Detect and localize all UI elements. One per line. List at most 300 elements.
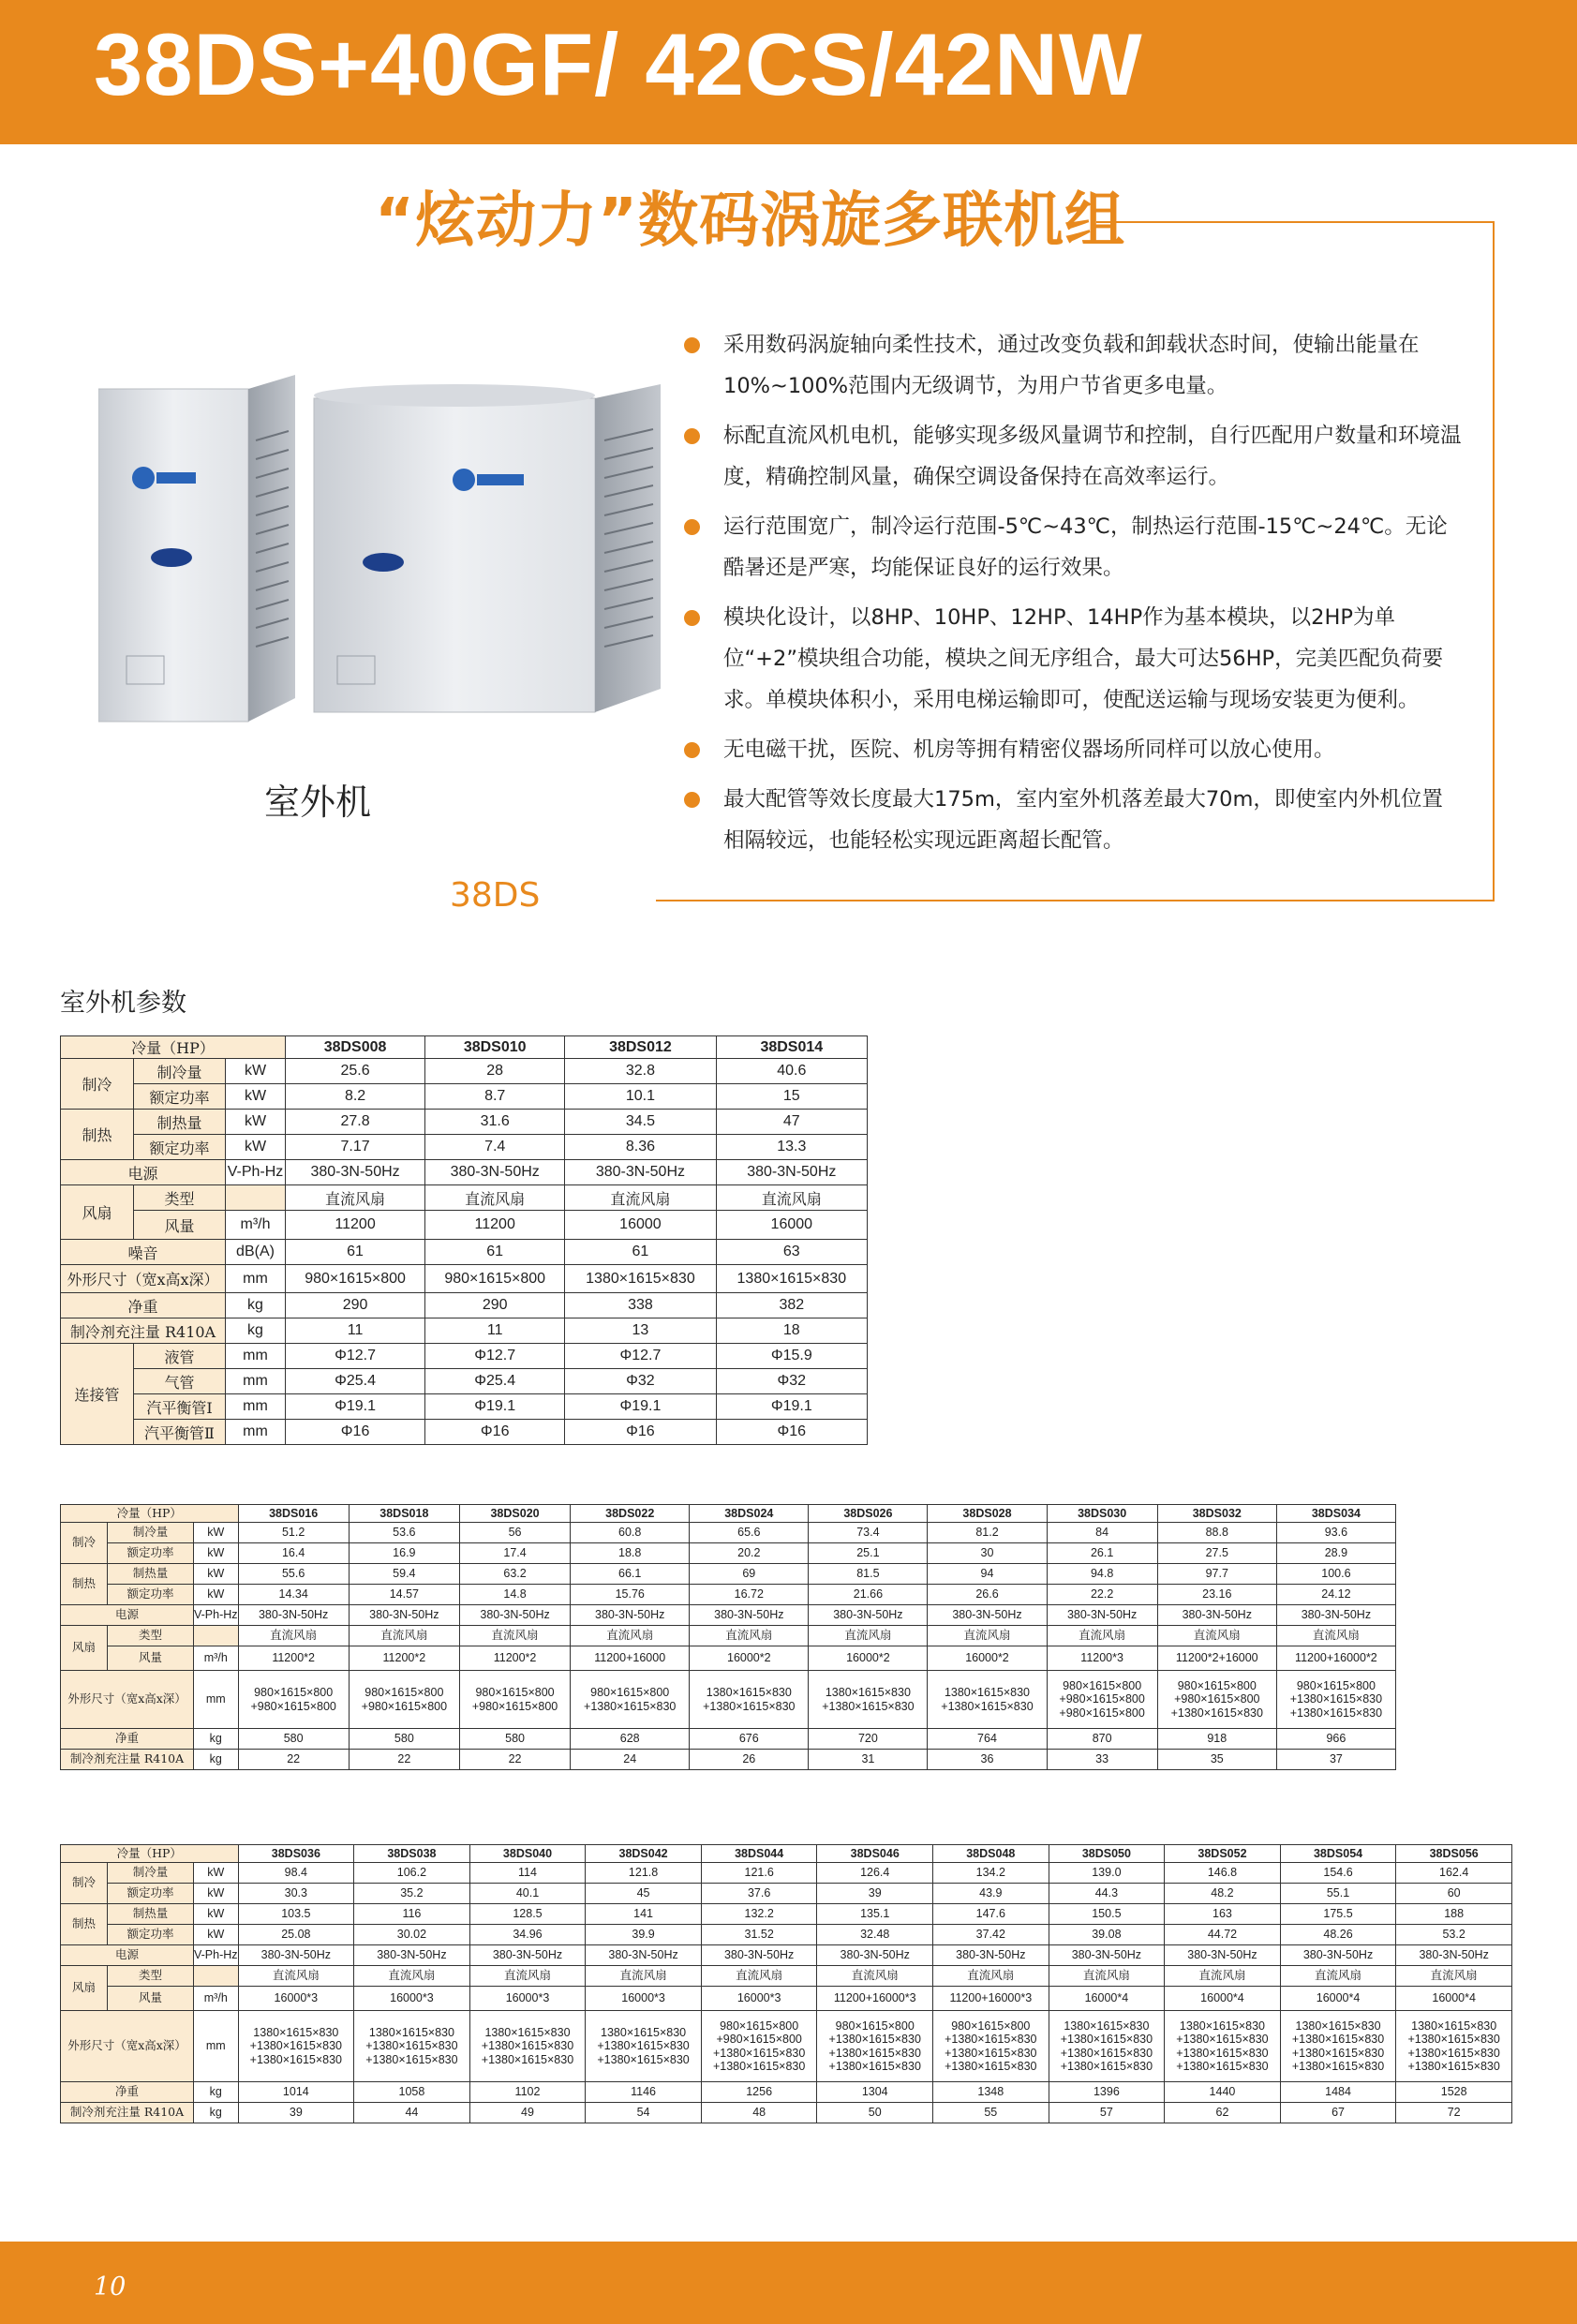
table-row [61,1420,868,1445]
data-cell: 14.57 [349,1585,459,1605]
data-cell-line: +1380×1615×830 [1291,2033,1385,2047]
product-model-label: 38DS [450,876,541,915]
table-row [61,1211,868,1240]
data-cell [571,1671,690,1729]
data-cell-line: 980×1615×800 [475,1686,555,1700]
table-row [61,1369,868,1394]
table-row [61,2103,1512,2123]
unit-cell: kW [194,1863,239,1884]
airflow-label: 风量 [108,1646,194,1671]
data-cell: Φ25.4 [425,1369,565,1394]
data-cell: 53.6 [349,1523,459,1543]
fan-type-label: 类型 [108,1966,194,1987]
data-cell-line: +1380×1615×830 [481,2052,574,2066]
data-cell: 84 [1047,1523,1157,1543]
data-cell: 1528 [1396,2082,1512,2103]
data-cell: 直流风扇 [286,1185,425,1211]
data-cell [1157,1671,1276,1729]
data-cell-line: +1380×1615×830 [712,2059,806,2073]
data-cell: 直流风扇 [1280,1966,1396,1987]
data-cell-line: +1380×1615×830 [1289,1706,1383,1720]
data-cell: 380-3N-50Hz [1396,1945,1512,1966]
data-cell-line: +1380×1615×830 [822,1699,915,1713]
data-cell: 28.9 [1276,1543,1395,1564]
unit-cell: kW [194,1523,239,1543]
data-cell: 380-3N-50Hz [349,1605,459,1626]
data-cell: 16000*2 [690,1646,809,1671]
data-cell: 直流风扇 [571,1626,690,1646]
data-cell: 720 [809,1729,928,1750]
data-cell: 28 [425,1059,565,1084]
small-outdoor-unit [98,375,295,722]
bullet-icon [684,428,700,444]
cool-cap-label: 制冷量 [108,1863,194,1884]
table-row [61,1585,1396,1605]
data-cell: 382 [716,1293,867,1318]
data-cell: 14.34 [238,1585,349,1605]
data-cell: 870 [1047,1729,1157,1750]
data-cell: 45 [586,1884,702,1904]
model-header: 38DS018 [349,1505,459,1523]
data-cell-line: +1380×1615×830 [703,1699,796,1713]
data-cell: 直流风扇 [586,1966,702,1987]
product-series-title: “炫动力”数码涡旋多联机组 [375,186,1126,256]
data-cell: 100.6 [1276,1564,1395,1585]
data-cell: 26.6 [928,1585,1047,1605]
data-cell: 17.4 [459,1543,570,1564]
data-cell-line: +1380×1615×830 [1407,2033,1500,2047]
data-cell-line: +1380×1615×830 [1176,2033,1269,2047]
data-cell: 580 [238,1729,349,1750]
rated-power-label: 额定功率 [108,1585,194,1605]
data-cell: 764 [928,1729,1047,1750]
data-cell: 30.02 [354,1925,470,1945]
data-cell: 直流风扇 [1396,1966,1512,1987]
data-cell: 直流风扇 [701,1966,817,1987]
table-row [61,1729,1396,1750]
airflow-label: 风量 [134,1211,226,1240]
data-cell: 380-3N-50Hz [1276,1605,1395,1626]
data-cell-line: 1380×1615×830 [484,2025,571,2039]
data-cell: 1014 [238,2082,354,2103]
feature-item [684,729,1462,770]
data-cell: 380-3N-50Hz [286,1160,425,1185]
data-cell: 35.2 [354,1884,470,1904]
cooling-group-label: 制冷 [61,1863,108,1904]
data-cell: 直流风扇 [933,1966,1049,1987]
data-cell: 30 [928,1543,1047,1564]
data-cell-line: 980×1615×800 [254,1686,334,1700]
data-cell: 290 [286,1293,425,1318]
table-row [61,1240,868,1265]
data-cell [459,1671,570,1729]
data-cell-line: 1380×1615×830 [825,1686,911,1700]
model-header: 38DS054 [1280,1845,1396,1863]
data-cell: 380-3N-50Hz [1280,1945,1396,1966]
data-cell: 直流风扇 [238,1626,349,1646]
rated-power-label: 额定功率 [108,1925,194,1945]
data-cell: 980×1615×800 [425,1265,565,1293]
data-cell: 25.1 [809,1543,928,1564]
product-caption: 室外机 [264,782,372,823]
table-row [61,1185,868,1211]
data-cell: Φ32 [565,1369,716,1394]
data-cell-line: +980×1615×800 [471,1699,558,1713]
liquid-pipe-label: 液管 [134,1344,226,1369]
data-cell [469,2011,586,2082]
feature-text: 采用数码涡旋轴向柔性技术，通过改变负载和卸载状态时间，使输出能量在10%~100%范围内无级调节，为用户节省更多电量。 [723,333,1420,398]
data-cell: 380-3N-50Hz [354,1945,470,1966]
data-cell: 61 [425,1240,565,1265]
unit-cell: kg [194,2082,239,2103]
data-cell-line: +1380×1615×830 [945,2059,1037,2073]
model-header: 38DS014 [716,1036,867,1059]
data-cell-line: +1380×1615×830 [1289,1692,1383,1706]
data-cell: 51.2 [238,1523,349,1543]
balance-pipe-2-label: 汽平衡管Ⅱ [134,1420,226,1445]
spec-table-medium [60,1504,1396,1770]
data-cell: 30.3 [238,1884,354,1904]
data-cell [928,1671,1047,1729]
data-cell: 1304 [817,2082,933,2103]
model-header: 38DS032 [1157,1505,1276,1523]
unit-cell: kW [226,1135,286,1160]
data-cell-line: 980×1615×800 [1296,1678,1376,1692]
data-cell: 直流风扇 [716,1185,867,1211]
data-cell-line: +1380×1615×830 [597,2039,690,2053]
data-cell: 1102 [469,2082,586,2103]
data-cell: 380-3N-50Hz [238,1945,354,1966]
refrigerant-label: 制冷剂充注量 R410A [61,1318,226,1344]
feature-frame-top [1096,221,1493,223]
data-cell: 直流风扇 [690,1626,809,1646]
data-cell: 380-3N-50Hz [701,1945,817,1966]
data-cell: 380-3N-50Hz [1165,1945,1281,1966]
data-cell: 380-3N-50Hz [817,1945,933,1966]
data-cell: 67 [1280,2103,1396,2123]
table-row [61,1987,1512,2011]
data-cell: 55 [933,2103,1049,2123]
data-cell: 141 [586,1904,702,1925]
data-cell: Φ19.1 [565,1394,716,1420]
data-cell: 直流风扇 [928,1626,1047,1646]
data-cell: 20.2 [690,1543,809,1564]
model-header: 38DS010 [425,1036,565,1059]
feature-list [684,324,1462,870]
table-row [61,1671,1396,1729]
data-cell: 37 [1276,1750,1395,1770]
data-cell [1165,2011,1281,2082]
unit-cell: mm [194,1671,239,1729]
data-cell: 48.26 [1280,1925,1396,1945]
data-cell: 23.16 [1157,1585,1276,1605]
data-cell: 直流风扇 [238,1966,354,1987]
data-cell: 39.9 [586,1925,702,1945]
data-cell-line: +980×1615×800 [1059,1706,1145,1720]
spec-table-small [60,1035,868,1445]
model-header: 38DS026 [809,1505,928,1523]
data-cell-line: 980×1615×800 [720,2019,799,2033]
data-cell: 31 [809,1750,928,1770]
fan-group-label: 风扇 [61,1966,108,2011]
data-cell [238,1671,349,1729]
data-cell: 97.7 [1157,1564,1276,1585]
table-row [61,2082,1512,2103]
unit-cell: m³/h [194,1646,239,1671]
data-cell: 49 [469,2103,586,2123]
fan-group-label: 风扇 [61,1626,108,1671]
data-cell: 22 [459,1750,570,1770]
data-cell: 24 [571,1750,690,1770]
model-header: 38DS028 [928,1505,1047,1523]
data-cell: 直流风扇 [817,1966,933,1987]
data-cell: 11200+16000*2 [1276,1646,1395,1671]
spec-table-large [60,1844,1512,2123]
data-cell-line: 1380×1615×830 [706,1686,792,1700]
table-header-row [61,1845,1512,1863]
data-cell: 32.8 [565,1059,716,1084]
bullet-icon [684,792,700,808]
data-cell-line: 1380×1615×830 [368,2025,454,2039]
data-cell: 直流风扇 [469,1966,586,1987]
data-cell: 32.48 [817,1925,933,1945]
data-cell: 15 [716,1084,867,1110]
data-cell: 94 [928,1564,1047,1585]
data-cell: 126.4 [817,1863,933,1884]
table-row [61,1318,868,1344]
table-row [61,1966,1512,1987]
data-cell-line: +980×1615×800 [361,1699,448,1713]
data-cell: 直流风扇 [809,1626,928,1646]
unit-cell: mm [226,1344,286,1369]
data-cell-line: 1380×1615×830 [253,2025,339,2039]
table-row [61,2011,1512,2082]
unit-cell: mm [194,2011,239,2082]
heating-group-label: 制热 [61,1904,108,1945]
data-cell-line: +980×1615×800 [716,2033,802,2047]
data-cell: 44.72 [1165,1925,1281,1945]
data-cell-line: 980×1615×800 [951,2019,1031,2033]
unit-cell: mm [226,1420,286,1445]
data-cell: 22 [238,1750,349,1770]
data-cell: 34.5 [565,1110,716,1135]
data-cell: 11200 [425,1211,565,1240]
data-cell: 35 [1157,1750,1276,1770]
unit-cell: dB(A) [226,1240,286,1265]
data-cell: 11200+16000*3 [933,1987,1049,2011]
data-cell: 48 [701,2103,817,2123]
data-cell: 48.2 [1165,1884,1281,1904]
data-cell-line: +1380×1615×830 [828,2059,921,2073]
data-cell: 22 [349,1750,459,1770]
data-cell: Φ16 [425,1420,565,1445]
unit-cell: kW [226,1084,286,1110]
table-row [61,1265,868,1293]
data-cell: 27.5 [1157,1543,1276,1564]
data-cell: 44 [354,2103,470,2123]
data-cell: 直流风扇 [459,1626,570,1646]
fan-type-label: 类型 [134,1185,226,1211]
data-cell: 16000*4 [1396,1987,1512,2011]
data-cell: Φ16 [716,1420,867,1445]
feature-text: 最大配管等效长度最大175m，室内室外机落差最大70m，即使室内外机位置相隔较远，也能轻松实现远距离超长配管。 [723,787,1443,853]
data-cell: Φ12.7 [425,1344,565,1369]
data-cell: 21.66 [809,1585,928,1605]
data-cell: 1058 [354,2082,470,2103]
data-cell-line: +1380×1615×830 [249,2039,343,2053]
data-cell: 121.6 [701,1863,817,1884]
data-cell-line: +1380×1615×830 [941,1699,1034,1713]
data-cell [1280,2011,1396,2082]
data-cell-line: 1380×1615×830 [1295,2019,1381,2033]
data-cell: 7.4 [425,1135,565,1160]
data-cell: 16000 [716,1211,867,1240]
table-row [61,1945,1512,1966]
data-cell: 94.8 [1047,1564,1157,1585]
model-header: 38DS022 [571,1505,690,1523]
rated-power-label: 额定功率 [108,1884,194,1904]
data-cell: 47 [716,1110,867,1135]
data-cell: 380-3N-50Hz [933,1945,1049,1966]
cooling-group-label: 制冷 [61,1523,108,1564]
footer-bar [0,2242,1577,2324]
table-row [61,1084,868,1110]
data-cell: 16000*4 [1049,1987,1165,2011]
data-cell: 37.6 [701,1884,817,1904]
data-cell [238,2011,354,2082]
unit-cell: m³/h [226,1211,286,1240]
heating-group-label: 制热 [61,1110,134,1160]
data-cell: 132.2 [701,1904,817,1925]
data-cell-line: +1380×1615×830 [1060,2059,1153,2073]
data-cell: 11 [425,1318,565,1344]
model-header: 38DS012 [565,1036,716,1059]
data-cell [690,1671,809,1729]
data-cell: 918 [1157,1729,1276,1750]
unit-cell: kg [226,1318,286,1344]
data-cell: 22.2 [1047,1585,1157,1605]
data-cell-line: +1380×1615×830 [1060,2046,1153,2060]
fan-group-label: 风扇 [61,1185,134,1240]
bullet-icon [684,610,700,626]
data-cell: 36 [928,1750,1047,1770]
data-cell: 16000*4 [1280,1987,1396,2011]
data-cell: 61 [286,1240,425,1265]
data-cell-line: +1380×1615×830 [1176,2059,1269,2073]
table-row [61,1059,868,1084]
feature-item [684,415,1462,498]
data-cell: 54 [586,2103,702,2123]
model-header: 38DS038 [354,1845,470,1863]
data-cell: Φ19.1 [425,1394,565,1420]
data-cell: 380-3N-50Hz [459,1605,570,1626]
data-cell: 60 [1396,1884,1512,1904]
data-cell: 15.76 [571,1585,690,1605]
unit-cell: kg [194,2103,239,2123]
table-row [61,1160,868,1185]
data-cell: 1380×1615×830 [565,1265,716,1293]
data-cell: 16000*2 [928,1646,1047,1671]
data-cell: 25.08 [238,1925,354,1945]
data-cell: 11200+16000*3 [817,1987,933,2011]
data-cell-line: +1380×1615×830 [1060,2033,1153,2047]
data-cell: 直流风扇 [354,1966,470,1987]
data-cell-line: +1380×1615×830 [1291,2059,1385,2073]
refrigerant-label: 制冷剂充注量 R410A [61,1750,194,1770]
data-cell: 380-3N-50Hz [690,1605,809,1626]
data-cell: 1380×1615×830 [716,1265,867,1293]
data-cell: 380-3N-50Hz [565,1160,716,1185]
unit-cell: m³/h [194,1987,239,2011]
feature-item [684,324,1462,407]
unit-cell: V-Ph-Hz [226,1160,286,1185]
data-cell: 116 [354,1904,470,1925]
data-cell: 69 [690,1564,809,1585]
fan-type-label: 类型 [108,1626,194,1646]
data-cell: 150.5 [1049,1904,1165,1925]
data-cell-line: +1380×1615×830 [1407,2046,1500,2060]
data-cell-line: +1380×1615×830 [1176,2046,1269,2060]
data-cell: 66.1 [571,1564,690,1585]
data-cell: 1440 [1165,2082,1281,2103]
data-cell-line: +1380×1615×830 [712,2046,806,2060]
data-cell: 88.8 [1157,1523,1276,1543]
data-cell: Φ25.4 [286,1369,425,1394]
data-cell: 628 [571,1729,690,1750]
table-row [61,1135,868,1160]
table-row [61,1646,1396,1671]
data-cell: 直流风扇 [1047,1626,1157,1646]
data-cell: 56 [459,1523,570,1543]
data-cell: 128.5 [469,1904,586,1925]
data-cell: 72 [1396,2103,1512,2123]
data-cell: 16000*3 [469,1987,586,2011]
data-cell: 147.6 [933,1904,1049,1925]
data-cell [817,2011,933,2082]
unit-cell [194,1966,239,1987]
data-cell: 580 [349,1729,459,1750]
large-outdoor-unit [314,384,661,712]
data-cell-line: +980×1615×800 [250,1699,336,1713]
rated-power-label: 额定功率 [108,1543,194,1564]
data-cell: 18.8 [571,1543,690,1564]
heat-cap-label: 制热量 [108,1904,194,1925]
page-title: 38DS+40GF/ 42CS/42NW [94,15,1143,113]
data-cell: 380-3N-50Hz [1157,1605,1276,1626]
data-cell: 39.08 [1049,1925,1165,1945]
cool-cap-label: 制冷量 [134,1059,226,1084]
data-cell: 55.1 [1280,1884,1396,1904]
unit-cell: V-Ph-Hz [194,1945,239,1966]
unit-cell: kW [194,1543,239,1564]
data-cell: 25.6 [286,1059,425,1084]
data-cell: 16000*3 [354,1987,470,2011]
data-cell: 62 [1165,2103,1281,2123]
data-cell: 16.9 [349,1543,459,1564]
table-row [61,1543,1396,1564]
unit-cell: kW [194,1904,239,1925]
data-cell: 10.1 [565,1084,716,1110]
table-row [61,1293,868,1318]
data-cell: 93.6 [1276,1523,1395,1543]
data-cell-line: 1380×1615×830 [1179,2019,1265,2033]
data-cell: 直流风扇 [1276,1626,1395,1646]
data-cell-line: +1380×1615×830 [1170,1706,1263,1720]
feature-item [684,597,1462,721]
data-cell: 13.3 [716,1135,867,1160]
data-cell: 1484 [1280,2082,1396,2103]
cooling-group-label: 制冷 [61,1059,134,1110]
